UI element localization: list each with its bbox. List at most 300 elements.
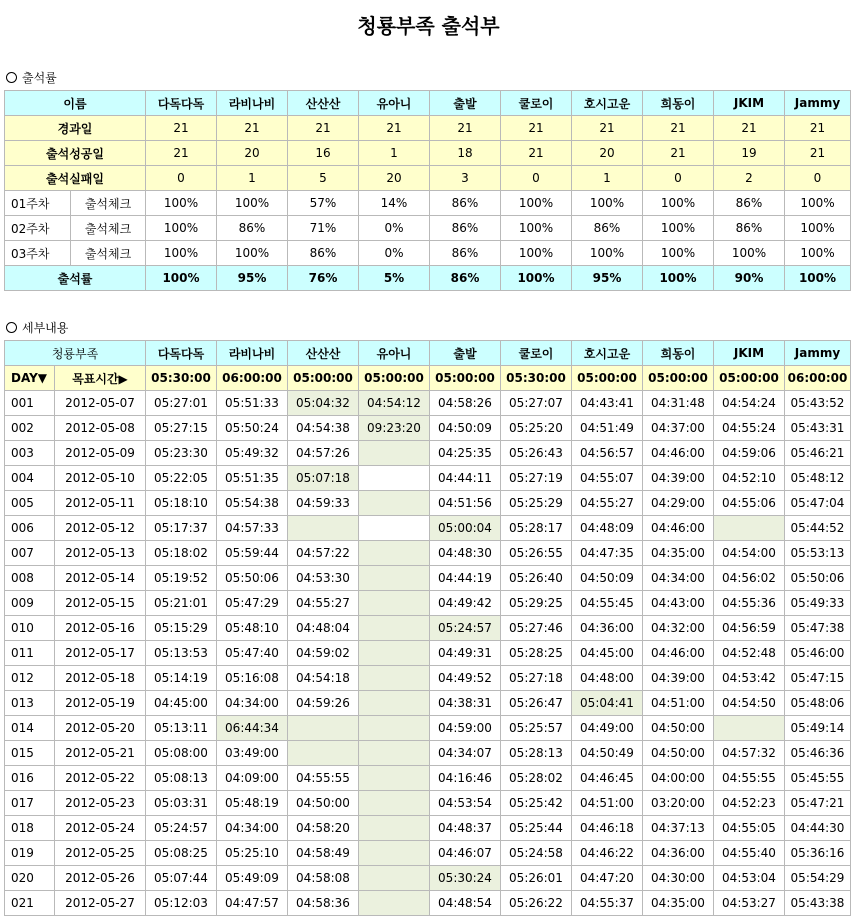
member-name-header: 라비나비 — [217, 341, 288, 366]
day-number: 020 — [5, 866, 55, 891]
date-cell: 2012-05-26 — [55, 866, 146, 891]
member-name-header: JKIM — [714, 341, 785, 366]
time-cell: 04:54:00 — [714, 541, 785, 566]
time-cell: 04:46:00 — [643, 441, 714, 466]
time-cell: 05:24:57 — [430, 616, 501, 641]
time-cell: 03:49:00 — [217, 741, 288, 766]
count-cell: 21 — [501, 116, 572, 141]
day-number: 011 — [5, 641, 55, 666]
time-cell: 05:17:37 — [146, 516, 217, 541]
time-cell: 05:08:13 — [146, 766, 217, 791]
week-rate-cell: 100% — [785, 216, 851, 241]
table-row — [5, 816, 851, 841]
rate-cell: 100% — [501, 266, 572, 291]
day-number: 019 — [5, 841, 55, 866]
count-cell: 21 — [217, 116, 288, 141]
time-cell: 05:12:03 — [146, 891, 217, 916]
time-cell: 04:34:00 — [217, 691, 288, 716]
time-cell: 05:25:29 — [501, 491, 572, 516]
table-row — [5, 516, 851, 541]
time-cell: 05:26:47 — [501, 691, 572, 716]
time-cell: 04:34:00 — [217, 816, 288, 841]
date-cell: 2012-05-21 — [55, 741, 146, 766]
time-cell: 04:37:13 — [643, 816, 714, 841]
time-cell: 04:39:00 — [643, 666, 714, 691]
week-rate-cell: 86% — [572, 216, 643, 241]
summary-table — [4, 90, 851, 291]
member-name-header: Jammy — [785, 91, 851, 116]
time-cell: 05:44:52 — [785, 516, 851, 541]
target-time-cell: 06:00:00 — [217, 366, 288, 391]
time-cell: 05:43:52 — [785, 391, 851, 416]
time-cell: 04:55:05 — [714, 816, 785, 841]
time-cell: 05:13:11 — [146, 716, 217, 741]
target-time-cell: 06:00:00 — [785, 366, 851, 391]
week-rate-cell: 86% — [217, 216, 288, 241]
member-name-header: 희동이 — [643, 341, 714, 366]
week-rate-cell: 14% — [359, 191, 430, 216]
target-time-cell: 05:00:00 — [643, 366, 714, 391]
time-cell — [359, 591, 430, 616]
week-rate-cell: 100% — [643, 216, 714, 241]
table-row — [5, 791, 851, 816]
time-cell: 04:55:24 — [714, 416, 785, 441]
date-cell: 2012-05-07 — [55, 391, 146, 416]
time-cell: 04:46:00 — [643, 516, 714, 541]
time-cell: 04:49:31 — [430, 641, 501, 666]
time-cell: 04:51:49 — [572, 416, 643, 441]
table-row — [5, 616, 851, 641]
count-cell: 21 — [785, 141, 851, 166]
time-cell: 04:54:18 — [288, 666, 359, 691]
time-cell: 04:37:00 — [643, 416, 714, 441]
time-cell: 04:53:04 — [714, 866, 785, 891]
table-row — [5, 741, 851, 766]
time-cell: 04:53:30 — [288, 566, 359, 591]
time-cell: 04:46:45 — [572, 766, 643, 791]
page-title: 청룡부족 출석부 — [357, 14, 500, 38]
time-cell: 05:50:24 — [217, 416, 288, 441]
time-cell — [359, 841, 430, 866]
time-cell: 05:27:19 — [501, 466, 572, 491]
date-cell: 2012-05-25 — [55, 841, 146, 866]
week-label: 03주차 — [5, 241, 71, 266]
day-number: 009 — [5, 591, 55, 616]
time-cell: 05:23:30 — [146, 441, 217, 466]
week-label: 01주차 — [5, 191, 71, 216]
week-rate-cell: 100% — [785, 241, 851, 266]
table-row — [5, 566, 851, 591]
time-cell: 05:07:44 — [146, 866, 217, 891]
time-cell: 04:44:19 — [430, 566, 501, 591]
time-cell: 04:32:00 — [643, 616, 714, 641]
time-cell: 04:38:31 — [430, 691, 501, 716]
elapsed-days-row — [5, 116, 851, 141]
time-cell: 05:27:46 — [501, 616, 572, 641]
week-rate-cell: 100% — [501, 241, 572, 266]
time-cell: 05:45:55 — [785, 766, 851, 791]
time-cell: 04:36:00 — [572, 616, 643, 641]
table-row — [5, 416, 851, 441]
section-label: 세부내용 — [22, 321, 69, 335]
date-cell: 2012-05-10 — [55, 466, 146, 491]
time-cell: 04:48:09 — [572, 516, 643, 541]
rate-cell: 95% — [572, 266, 643, 291]
count-cell: 21 — [288, 116, 359, 141]
section-attendance-rate — [6, 69, 57, 86]
count-cell: 3 — [430, 166, 501, 191]
time-cell: 04:35:00 — [643, 541, 714, 566]
time-cell — [714, 716, 785, 741]
time-cell: 04:44:11 — [430, 466, 501, 491]
week-rate-cell: 71% — [288, 216, 359, 241]
time-cell: 05:53:13 — [785, 541, 851, 566]
name-header: 이름 — [5, 91, 146, 116]
time-cell: 04:54:38 — [288, 416, 359, 441]
rate-cell: 100% — [643, 266, 714, 291]
day-number: 012 — [5, 666, 55, 691]
time-cell: 04:54:50 — [714, 691, 785, 716]
time-cell: 05:25:10 — [217, 841, 288, 866]
target-time-cell: 05:00:00 — [359, 366, 430, 391]
table-row — [5, 666, 851, 691]
count-cell: 19 — [714, 141, 785, 166]
time-cell — [359, 541, 430, 566]
time-cell: 04:55:55 — [288, 766, 359, 791]
time-cell: 04:29:00 — [643, 491, 714, 516]
success-days-row — [5, 141, 851, 166]
rate-cell: 100% — [785, 266, 851, 291]
week-row — [5, 216, 851, 241]
rate-cell: 86% — [430, 266, 501, 291]
table-row — [5, 716, 851, 741]
time-cell: 04:47:20 — [572, 866, 643, 891]
time-cell: 04:59:33 — [288, 491, 359, 516]
member-name-header: 유아니 — [359, 91, 430, 116]
time-cell: 09:23:20 — [359, 416, 430, 441]
time-cell: 04:57:33 — [217, 516, 288, 541]
day-number: 006 — [5, 516, 55, 541]
time-cell: 04:50:00 — [288, 791, 359, 816]
count-cell: 21 — [146, 141, 217, 166]
time-cell: 05:49:32 — [217, 441, 288, 466]
time-cell — [359, 816, 430, 841]
target-time-cell: 05:00:00 — [288, 366, 359, 391]
time-cell: 04:50:49 — [572, 741, 643, 766]
count-cell: 1 — [359, 141, 430, 166]
time-cell: 05:24:57 — [146, 816, 217, 841]
check-label: 출석체크 — [71, 216, 146, 241]
count-cell: 21 — [359, 116, 430, 141]
time-cell: 04:50:09 — [430, 416, 501, 441]
time-cell: 04:57:26 — [288, 441, 359, 466]
member-name-header: 다독다독 — [146, 91, 217, 116]
time-cell: 05:47:21 — [785, 791, 851, 816]
count-cell: 20 — [217, 141, 288, 166]
date-cell: 2012-05-19 — [55, 691, 146, 716]
time-cell: 04:55:27 — [288, 591, 359, 616]
time-cell: 04:50:00 — [643, 741, 714, 766]
date-cell: 2012-05-27 — [55, 891, 146, 916]
time-cell: 04:55:45 — [572, 591, 643, 616]
count-cell: 2 — [714, 166, 785, 191]
count-cell: 21 — [572, 116, 643, 141]
target-time-row — [5, 366, 851, 391]
time-cell: 04:59:26 — [288, 691, 359, 716]
time-cell: 04:44:30 — [785, 816, 851, 841]
time-cell — [359, 741, 430, 766]
time-cell: 04:49:42 — [430, 591, 501, 616]
time-cell — [359, 891, 430, 916]
time-cell — [359, 866, 430, 891]
time-cell — [288, 741, 359, 766]
table-row — [5, 491, 851, 516]
time-cell: 04:58:20 — [288, 816, 359, 841]
week-rate-cell: 86% — [288, 241, 359, 266]
time-cell: 05:25:20 — [501, 416, 572, 441]
time-cell: 04:25:35 — [430, 441, 501, 466]
circle-bullet-icon — [6, 72, 17, 83]
time-cell: 04:46:07 — [430, 841, 501, 866]
count-cell: 21 — [430, 116, 501, 141]
member-name-header: 출발 — [430, 91, 501, 116]
member-name-header: 다독다독 — [146, 341, 217, 366]
week-rate-cell: 0% — [359, 241, 430, 266]
check-label: 출석체크 — [71, 191, 146, 216]
time-cell: 05:47:40 — [217, 641, 288, 666]
time-cell: 04:54:24 — [714, 391, 785, 416]
rate-cell: 5% — [359, 266, 430, 291]
day-number: 002 — [5, 416, 55, 441]
time-cell: 05:28:25 — [501, 641, 572, 666]
date-cell: 2012-05-18 — [55, 666, 146, 691]
time-cell — [359, 616, 430, 641]
time-cell: 05:50:06 — [785, 566, 851, 591]
time-cell: 05:36:16 — [785, 841, 851, 866]
time-cell: 05:04:32 — [288, 391, 359, 416]
time-cell: 04:52:10 — [714, 466, 785, 491]
rate-label: 출석률 — [5, 266, 146, 291]
day-number: 017 — [5, 791, 55, 816]
time-cell: 05:00:04 — [430, 516, 501, 541]
time-cell: 04:58:08 — [288, 866, 359, 891]
time-cell: 04:53:42 — [714, 666, 785, 691]
time-cell: 05:49:14 — [785, 716, 851, 741]
time-cell: 04:48:00 — [572, 666, 643, 691]
count-cell: 21 — [643, 141, 714, 166]
time-cell: 05:18:10 — [146, 491, 217, 516]
table-row — [5, 641, 851, 666]
time-cell: 04:56:02 — [714, 566, 785, 591]
time-cell: 04:31:48 — [643, 391, 714, 416]
date-cell: 2012-05-16 — [55, 616, 146, 641]
time-cell: 04:50:00 — [643, 716, 714, 741]
count-cell: 20 — [572, 141, 643, 166]
row-label: 경과일 — [5, 116, 146, 141]
time-cell: 04:55:27 — [572, 491, 643, 516]
time-cell: 04:52:23 — [714, 791, 785, 816]
day-number: 007 — [5, 541, 55, 566]
time-cell: 04:56:59 — [714, 616, 785, 641]
target-time-cell: 05:30:00 — [501, 366, 572, 391]
week-row — [5, 191, 851, 216]
time-cell: 05:16:08 — [217, 666, 288, 691]
time-cell — [359, 491, 430, 516]
member-name-header: 희동이 — [643, 91, 714, 116]
time-cell: 05:50:06 — [217, 566, 288, 591]
time-cell: 05:08:00 — [146, 741, 217, 766]
week-rate-cell: 0% — [359, 216, 430, 241]
time-cell: 04:55:07 — [572, 466, 643, 491]
time-cell: 04:51:00 — [643, 691, 714, 716]
count-cell: 20 — [359, 166, 430, 191]
time-cell: 04:34:07 — [430, 741, 501, 766]
time-cell: 04:48:04 — [288, 616, 359, 641]
time-cell: 05:27:15 — [146, 416, 217, 441]
time-cell: 05:21:01 — [146, 591, 217, 616]
rate-cell: 95% — [217, 266, 288, 291]
time-cell: 04:59:06 — [714, 441, 785, 466]
time-cell: 03:20:00 — [643, 791, 714, 816]
time-cell: 05:22:05 — [146, 466, 217, 491]
circle-bullet-icon — [6, 322, 17, 333]
time-cell: 04:16:46 — [430, 766, 501, 791]
time-cell: 04:49:00 — [572, 716, 643, 741]
week-rate-cell: 57% — [288, 191, 359, 216]
time-cell: 05:46:36 — [785, 741, 851, 766]
time-cell: 05:28:02 — [501, 766, 572, 791]
week-rate-cell: 100% — [785, 191, 851, 216]
check-label: 출석체크 — [71, 241, 146, 266]
time-cell: 05:47:04 — [785, 491, 851, 516]
table-row — [5, 391, 851, 416]
week-rate-cell: 86% — [430, 241, 501, 266]
week-row — [5, 241, 851, 266]
time-cell: 04:39:00 — [643, 466, 714, 491]
time-cell — [359, 666, 430, 691]
attendance-rate-row — [5, 266, 851, 291]
time-cell: 04:46:22 — [572, 841, 643, 866]
day-number: 015 — [5, 741, 55, 766]
time-cell: 05:49:33 — [785, 591, 851, 616]
time-cell: 04:57:22 — [288, 541, 359, 566]
time-cell: 04:58:36 — [288, 891, 359, 916]
time-cell: 05:28:13 — [501, 741, 572, 766]
member-name-header: 산산산 — [288, 341, 359, 366]
date-cell: 2012-05-20 — [55, 716, 146, 741]
time-cell: 05:25:57 — [501, 716, 572, 741]
time-cell: 05:59:44 — [217, 541, 288, 566]
date-cell: 2012-05-24 — [55, 816, 146, 841]
time-cell: 05:27:01 — [146, 391, 217, 416]
time-cell: 04:55:55 — [714, 766, 785, 791]
time-cell — [359, 466, 430, 491]
member-name-header: 쿨로이 — [501, 91, 572, 116]
time-cell: 05:47:15 — [785, 666, 851, 691]
day-number: 010 — [5, 616, 55, 641]
time-cell: 04:47:57 — [217, 891, 288, 916]
time-cell: 05:25:42 — [501, 791, 572, 816]
count-cell: 18 — [430, 141, 501, 166]
member-name-header: 출발 — [430, 341, 501, 366]
date-cell: 2012-05-12 — [55, 516, 146, 541]
time-cell: 04:50:09 — [572, 566, 643, 591]
time-cell: 04:51:00 — [572, 791, 643, 816]
time-cell: 05:48:12 — [785, 466, 851, 491]
time-cell: 04:57:32 — [714, 741, 785, 766]
section-label: 출석률 — [22, 71, 57, 85]
time-cell: 05:47:29 — [217, 591, 288, 616]
time-cell: 04:52:48 — [714, 641, 785, 666]
table-row — [5, 591, 851, 616]
time-cell: 04:48:30 — [430, 541, 501, 566]
time-cell: 04:51:56 — [430, 491, 501, 516]
date-cell: 2012-05-09 — [55, 441, 146, 466]
member-name-header: 쿨로이 — [501, 341, 572, 366]
time-cell: 05:27:07 — [501, 391, 572, 416]
time-cell: 04:59:02 — [288, 641, 359, 666]
date-cell: 2012-05-13 — [55, 541, 146, 566]
count-cell: 1 — [572, 166, 643, 191]
time-cell: 06:44:34 — [217, 716, 288, 741]
time-cell: 05:51:35 — [217, 466, 288, 491]
time-cell — [359, 441, 430, 466]
table-row — [5, 441, 851, 466]
time-cell: 05:15:29 — [146, 616, 217, 641]
time-cell — [359, 766, 430, 791]
time-cell: 05:46:00 — [785, 641, 851, 666]
date-cell: 2012-05-11 — [55, 491, 146, 516]
week-label: 02주차 — [5, 216, 71, 241]
time-cell: 04:49:52 — [430, 666, 501, 691]
row-label: 출석성공일 — [5, 141, 146, 166]
count-cell: 0 — [785, 166, 851, 191]
time-cell: 04:36:00 — [643, 841, 714, 866]
table-row — [5, 541, 851, 566]
rate-cell: 100% — [146, 266, 217, 291]
count-cell: 0 — [501, 166, 572, 191]
day-number: 003 — [5, 441, 55, 466]
date-cell: 2012-05-14 — [55, 566, 146, 591]
time-cell: 05:29:25 — [501, 591, 572, 616]
day-header: DAY▼ — [5, 366, 55, 391]
rate-cell: 76% — [288, 266, 359, 291]
day-number: 013 — [5, 691, 55, 716]
time-cell — [359, 566, 430, 591]
week-rate-cell: 100% — [217, 241, 288, 266]
time-cell: 05:43:38 — [785, 891, 851, 916]
week-rate-cell: 100% — [146, 241, 217, 266]
table-row — [5, 866, 851, 891]
week-rate-cell: 100% — [572, 241, 643, 266]
member-name-header: 산산산 — [288, 91, 359, 116]
week-rate-cell: 86% — [430, 191, 501, 216]
week-rate-cell: 86% — [714, 191, 785, 216]
time-cell: 04:45:00 — [572, 641, 643, 666]
time-cell: 04:43:41 — [572, 391, 643, 416]
date-cell: 2012-05-23 — [55, 791, 146, 816]
target-time-cell: 05:30:00 — [146, 366, 217, 391]
time-cell: 04:55:40 — [714, 841, 785, 866]
time-cell: 05:46:21 — [785, 441, 851, 466]
week-rate-cell: 100% — [146, 191, 217, 216]
time-cell: 04:53:27 — [714, 891, 785, 916]
table-row — [5, 466, 851, 491]
count-cell: 5 — [288, 166, 359, 191]
time-cell: 04:56:57 — [572, 441, 643, 466]
day-number: 001 — [5, 391, 55, 416]
time-cell: 05:18:02 — [146, 541, 217, 566]
